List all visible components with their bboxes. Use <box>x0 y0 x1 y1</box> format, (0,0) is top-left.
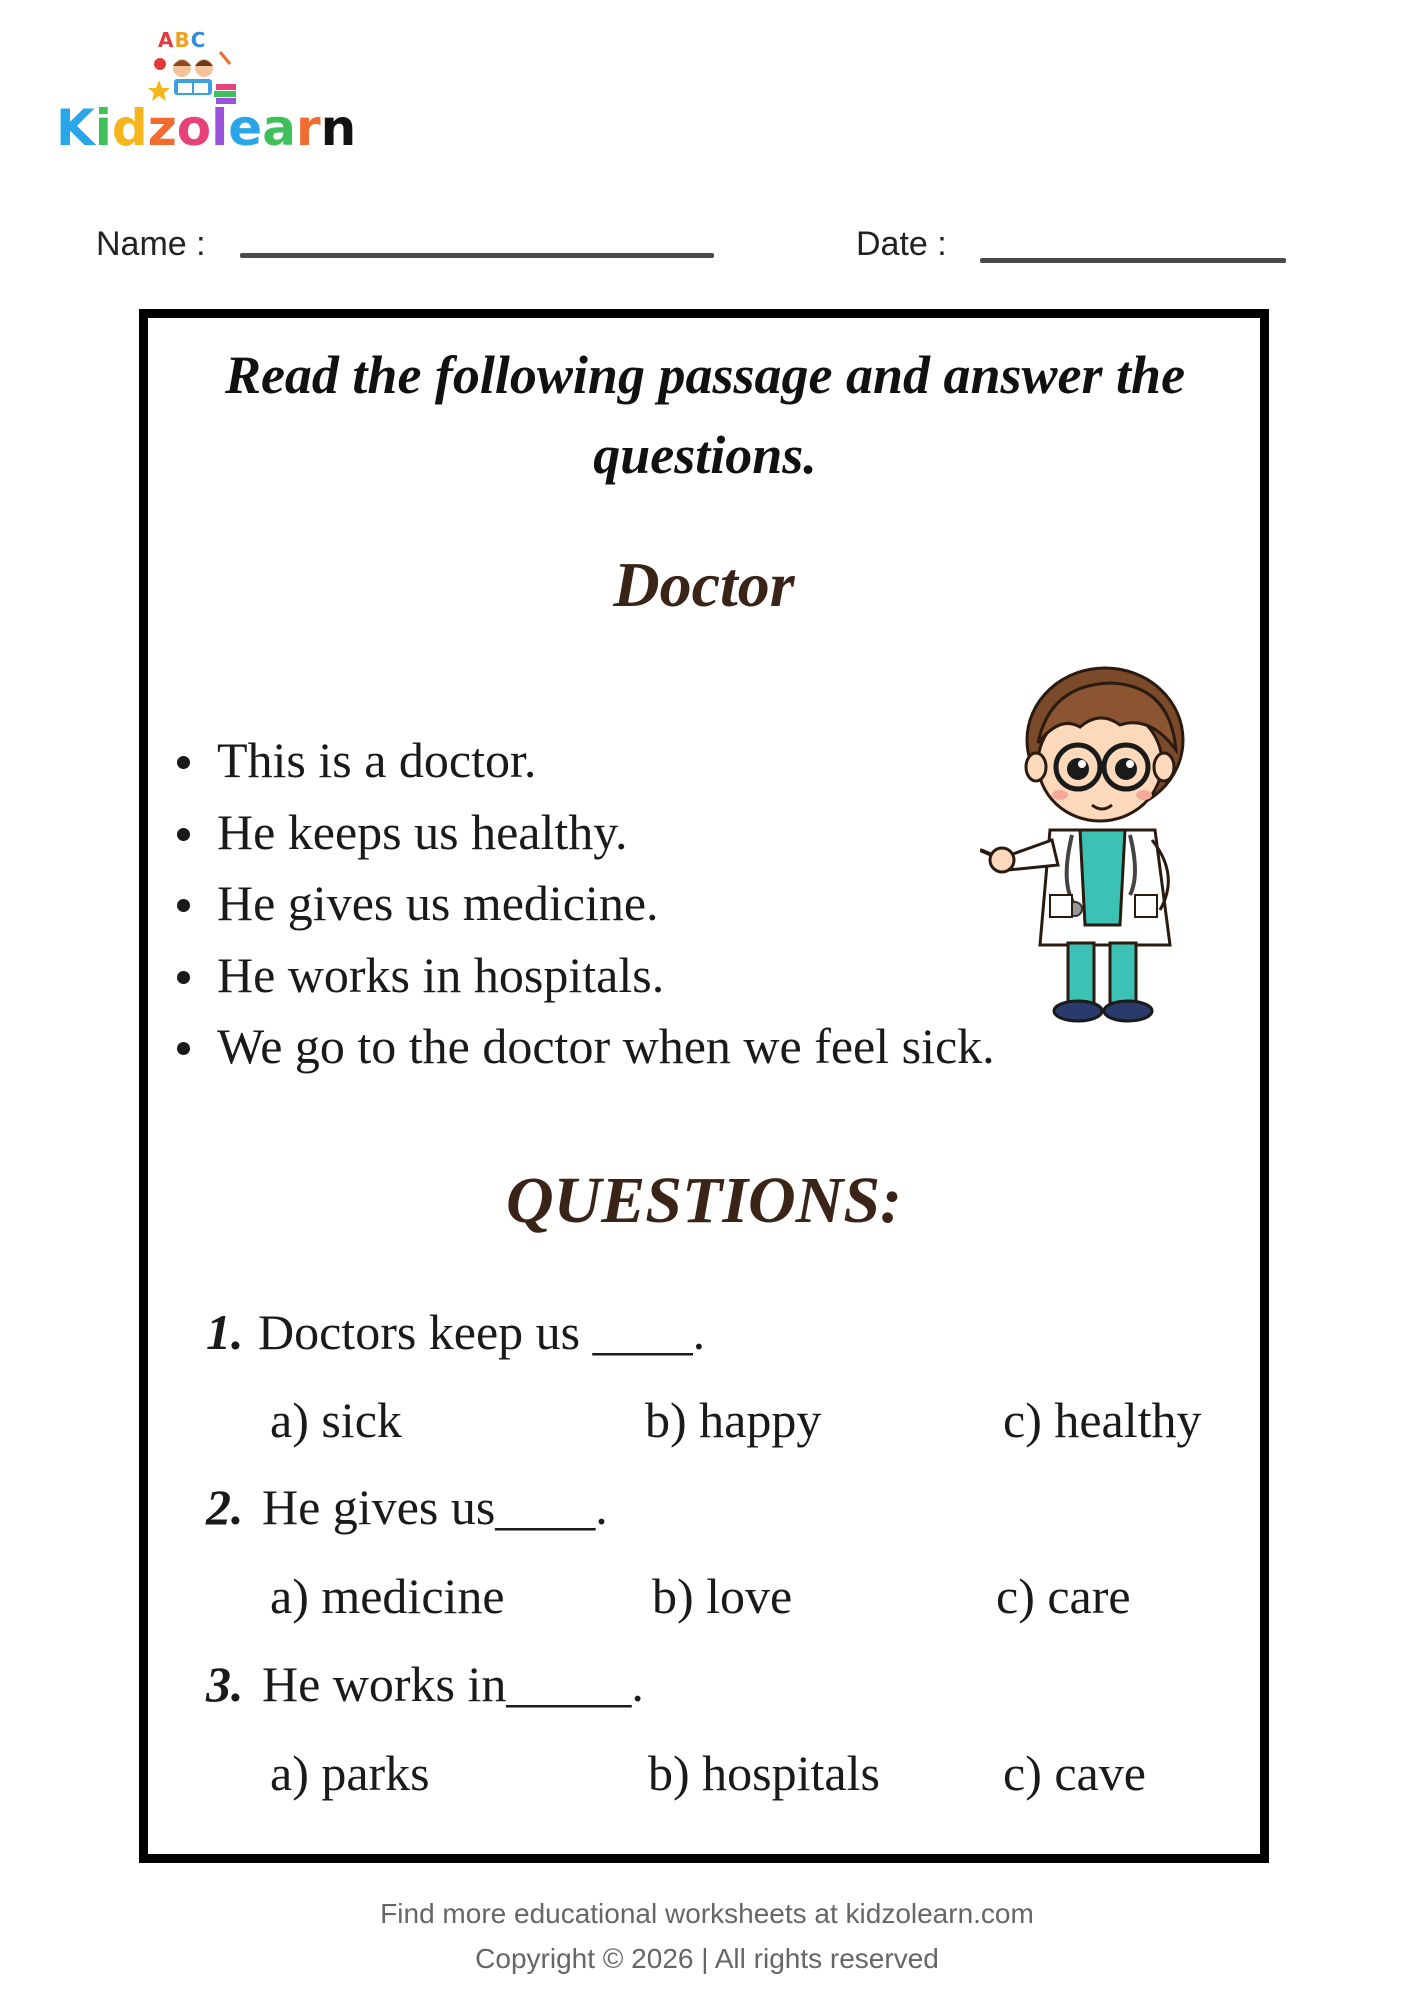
question-number: 1. <box>206 1304 244 1360</box>
answer-option[interactable]: c) cave <box>1003 1745 1146 1801</box>
logo-letter: l <box>211 99 229 157</box>
question-text: He works in_____. <box>262 1656 644 1712</box>
footer-website-text: Find more educational worksheets at kidzolearn.com <box>380 1898 1034 1929</box>
logo-abc-letters: ABC <box>158 28 207 52</box>
footer-copyright-text: Copyright © 2026 | All rights reserved <box>475 1943 939 1974</box>
passage-line-text: He gives us medicine. <box>217 875 659 931</box>
date-field-line[interactable] <box>980 258 1286 263</box>
answer-option[interactable]: b) hospitals <box>648 1745 880 1801</box>
question-text: He gives us____. <box>262 1479 608 1535</box>
passage-line <box>175 868 995 940</box>
date-label: Date : <box>856 225 947 263</box>
passage-line <box>175 940 995 1012</box>
logo-wordmark <box>56 99 357 157</box>
logo-letter: n <box>320 99 357 157</box>
questions-heading: QUESTIONS: <box>505 1164 903 1237</box>
answer-option[interactable]: c) care <box>996 1568 1131 1624</box>
name-field-line[interactable] <box>240 253 714 258</box>
bullet-icon <box>177 899 190 912</box>
logo-letter: r <box>295 99 321 157</box>
bullet-icon <box>177 1042 190 1055</box>
instruction-text: Read the following passage and answer the questions. <box>224 345 1186 485</box>
bullet-icon <box>177 828 190 841</box>
answer-option[interactable]: a) medicine <box>270 1568 505 1624</box>
logo-letter: o <box>176 99 212 157</box>
logo-letter: e <box>228 99 263 157</box>
logo-letter: i <box>94 99 112 157</box>
passage-line <box>175 725 995 797</box>
logo-letter: d <box>111 99 148 157</box>
passage-title: Doctor <box>613 549 795 620</box>
passage-line <box>175 797 995 869</box>
bullet-icon <box>177 756 190 769</box>
question-text: Doctors keep us ____. <box>258 1304 706 1360</box>
passage-line-text: This is a doctor. <box>217 732 537 788</box>
passage-line-text: He works in hospitals. <box>217 946 665 1003</box>
answer-option[interactable]: b) love <box>652 1568 793 1624</box>
doctor-illustration <box>980 655 1190 1025</box>
logo-letter: a <box>262 99 296 157</box>
worksheet-frame <box>139 309 1269 1863</box>
passage-line <box>175 1011 995 1083</box>
answer-option[interactable]: a) parks <box>270 1745 430 1801</box>
name-label: Name : <box>96 225 206 263</box>
logo-letter: z <box>147 99 177 157</box>
answer-option[interactable]: b) happy <box>645 1392 822 1448</box>
passage-line-text: He keeps us healthy. <box>217 803 628 860</box>
logo-letter: K <box>56 99 95 157</box>
question-number: 3. <box>206 1656 244 1712</box>
question-number: 2. <box>206 1479 244 1535</box>
answer-option[interactable]: c) healthy <box>1003 1392 1202 1448</box>
kids-reading-icon <box>148 50 238 105</box>
passage-list <box>175 725 995 1083</box>
kidzolearn-logo <box>56 28 357 163</box>
bullet-icon <box>177 971 190 984</box>
answer-option[interactable]: a) sick <box>270 1392 402 1448</box>
passage-line-text: We go to the doctor when we feel sick. <box>217 1018 995 1074</box>
